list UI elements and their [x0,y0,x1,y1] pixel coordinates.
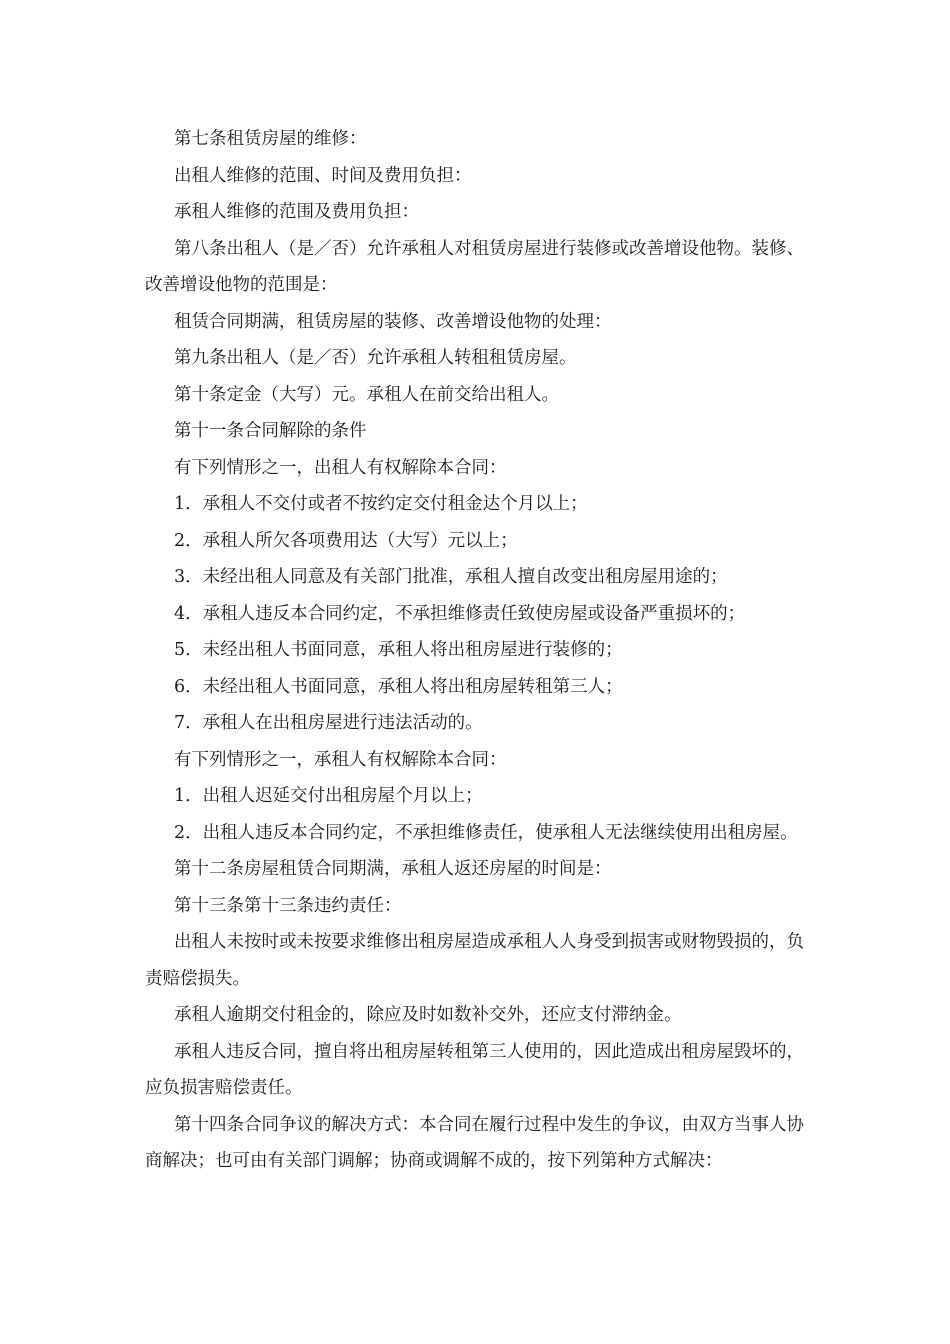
clause-9-sublease: 第九条出租人（是／否）允许承租人转租租赁房屋。 [174,348,577,368]
sublease-liability: 承租人违反合同，擅自将出租房屋转租第三人使用的，因此造成出租房屋毁坏的，应负损害赔偿责任。 [145,1041,804,1098]
lessee-termination-item: 2．出租人违反本合同约定，不承担维修责任，使承租人无法继续使用出租房屋。 [174,822,798,843]
lessor-termination-item: 7．承租人在出租房屋进行违法活动的。 [174,713,483,733]
late-rent-liability: 承租人逾期交付租金的，除应及时如数补交外，还应支付滞纳金。 [174,1005,682,1025]
lessor-termination-item: 3．未经出租人同意及有关部门批准，承租人擅自改变出租房屋用途的； [174,567,728,587]
clause-12-return: 第十二条房屋租赁合同期满，承租人返还房屋的时间是： [174,859,612,879]
clause-8-renovation: 第八条出租人（是／否）允许承租人对租赁房屋进行装修或改善增设他物。装修、改善增设他物的范围是： [145,238,804,295]
lessor-termination-intro: 有下列情形之一，出租人有权解除本合同： [174,457,507,478]
document-body [145,121,810,1180]
lessor-termination-item: 1．承租人不交付或者不按约定交付租金达个月以上； [174,494,588,514]
lessor-termination-item: 4．承租人违反本合同约定，不承担维修责任致使房屋或设备严重损坏的； [174,603,746,624]
lessor-liability: 出租人未按时或未按要求维修出租房屋造成承租人人身受到损害或财物毁损的，负责赔偿损失。 [145,932,804,989]
clause-7-heading: 第七条租赁房屋的维修： [174,129,367,149]
lessor-repair-scope: 出租人维修的范围、时间及费用负担： [174,165,472,186]
lessor-termination-item: 2．承租人所欠各项费用达（大写）元以上； [174,530,518,551]
clause-10-deposit: 第十条定金（大写）元。承租人在前交给出租人。 [174,384,559,405]
lessee-repair-scope: 承租人维修的范围及费用负担： [174,202,419,222]
clause-14-dispute: 第十四条合同争议的解决方式：本合同在履行过程中发生的争议，由双方当事人协商解决；也可由有关部门调解；协商或调解不成的，按下列第种方式解决： [145,1114,804,1171]
lessor-termination-item: 5．未经出租人书面同意，承租人将出租房屋进行装修的； [174,640,623,660]
renovation-handling: 租赁合同期满，租赁房屋的装修、改善增设他物的处理： [174,311,612,332]
lessee-termination-item: 1．出租人迟延交付出租房屋个月以上； [174,786,483,806]
clause-13-heading: 第十三条第十三条违约责任： [174,895,402,916]
lessee-termination-intro: 有下列情形之一，承租人有权解除本合同： [174,749,507,770]
lessor-termination-item: 6．未经出租人书面同意，承租人将出租房屋转租第三人； [174,676,623,697]
clause-11-heading: 第十一条合同解除的条件 [174,421,367,441]
